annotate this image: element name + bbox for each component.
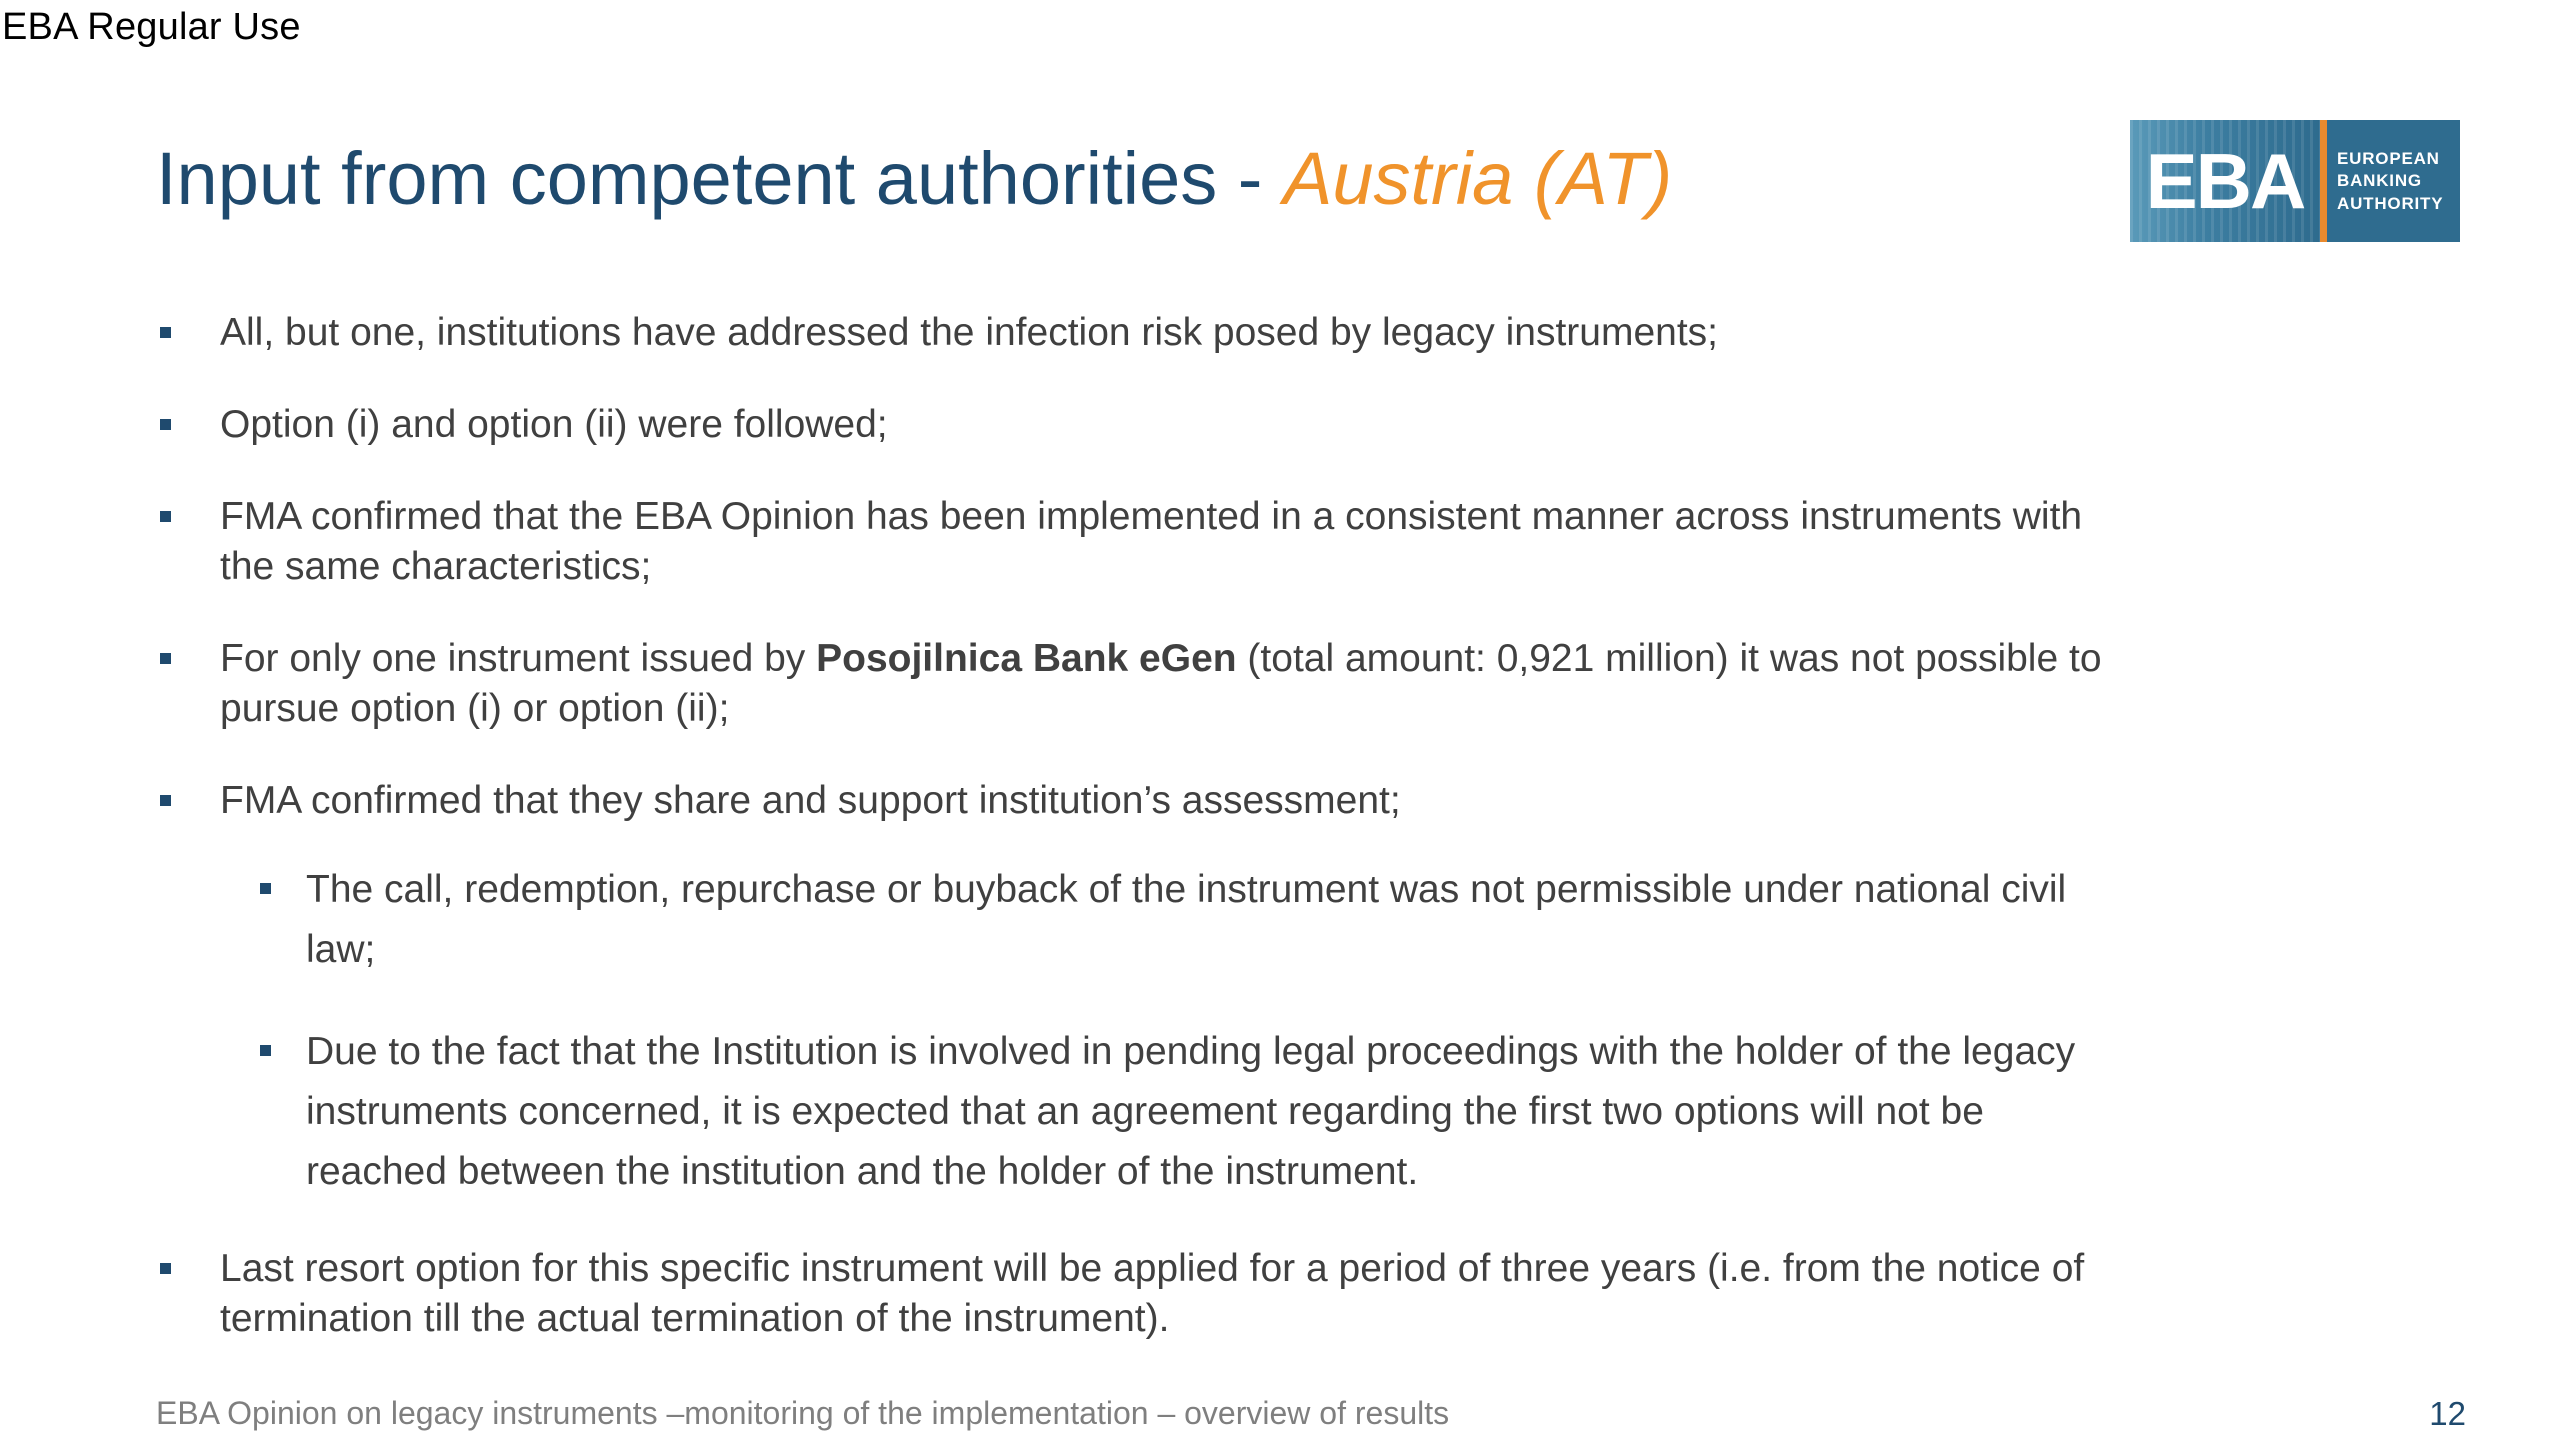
square-bullet-icon bbox=[160, 795, 171, 806]
bullet-text-5: FMA confirmed that they share and support institution’s assessment; bbox=[220, 779, 1401, 822]
bullet-text-6: Last resort option for this specific instrument will be applied for a period of three years (i.e. from the notice of termination till the actual termination of the instrument). bbox=[220, 1247, 2085, 1340]
eba-logo-divider bbox=[2320, 120, 2327, 242]
page-number: 12 bbox=[2429, 1395, 2466, 1432]
sub-bullet-text-1: The call, redemption, repurchase or buyback of the instrument was not permissible under national civil law; bbox=[306, 868, 2067, 971]
bullet-text-4-post: (total amount: 0,921 million) it was not possible to pursue option (i) or option (ii); bbox=[220, 637, 2102, 730]
bullet-item-3 bbox=[156, 492, 2116, 592]
sub-bullet-list bbox=[156, 860, 2116, 1202]
eba-logo-mark bbox=[2130, 120, 2320, 242]
bullet-item-4 bbox=[156, 634, 2116, 734]
bullet-list bbox=[156, 308, 2116, 1386]
eba-logo-wordmark bbox=[2327, 120, 2460, 242]
slide-title-main: Input from competent authorities - bbox=[156, 137, 1283, 220]
eba-logo bbox=[2130, 120, 2460, 242]
bullet-item-6 bbox=[156, 1244, 2116, 1344]
square-bullet-icon bbox=[160, 419, 171, 430]
square-bullet-icon bbox=[160, 1263, 171, 1274]
eba-logo-line-1: EUROPEAN bbox=[2337, 149, 2440, 169]
bullet-text-4-pre: For only one instrument issued by bbox=[220, 637, 817, 680]
square-bullet-icon bbox=[160, 511, 171, 522]
sub-bullet-item-2 bbox=[156, 1022, 2116, 1202]
slide-title-country: Austria (AT) bbox=[1282, 137, 1673, 220]
bullet-text-4-institution: Posojilnica Bank eGen bbox=[816, 637, 1237, 680]
slide-title bbox=[156, 138, 1672, 219]
footer-text: EBA Opinion on legacy instruments –monitoring of the implementation – overview of results bbox=[156, 1395, 1450, 1431]
eba-logo-line-3: AUTHORITY bbox=[2337, 193, 2444, 213]
square-bullet-icon bbox=[260, 1045, 271, 1056]
square-bullet-icon bbox=[160, 653, 171, 664]
eba-logo-line-2: BANKING bbox=[2337, 171, 2422, 191]
bullet-item-2 bbox=[156, 400, 2116, 450]
square-bullet-icon bbox=[160, 327, 171, 338]
square-bullet-icon bbox=[260, 883, 271, 894]
bullet-text-2: Option (i) and option (ii) were followed; bbox=[220, 403, 888, 446]
bullet-item-5 bbox=[156, 776, 2116, 826]
bullet-text-1: All, but one, institutions have addressed the infection risk posed by legacy instruments; bbox=[220, 311, 1718, 354]
sub-bullet-item-1 bbox=[156, 860, 2116, 980]
bullet-item-1 bbox=[156, 308, 2116, 358]
eba-logo-letters: EBA bbox=[2145, 136, 2305, 225]
sub-bullet-text-2: Due to the fact that the Institution is involved in pending legal proceedings with the holder of the legacy instruments concerned, it is expected that an agreement regarding the first two options will not be reached between the institution and the holder of the instrument. bbox=[306, 1030, 2076, 1193]
bullet-text-3: FMA confirmed that the EBA Opinion has been implemented in a consistent manner across instruments with the same characteristics; bbox=[220, 495, 2083, 588]
classification-label: EBA Regular Use bbox=[2, 6, 301, 48]
